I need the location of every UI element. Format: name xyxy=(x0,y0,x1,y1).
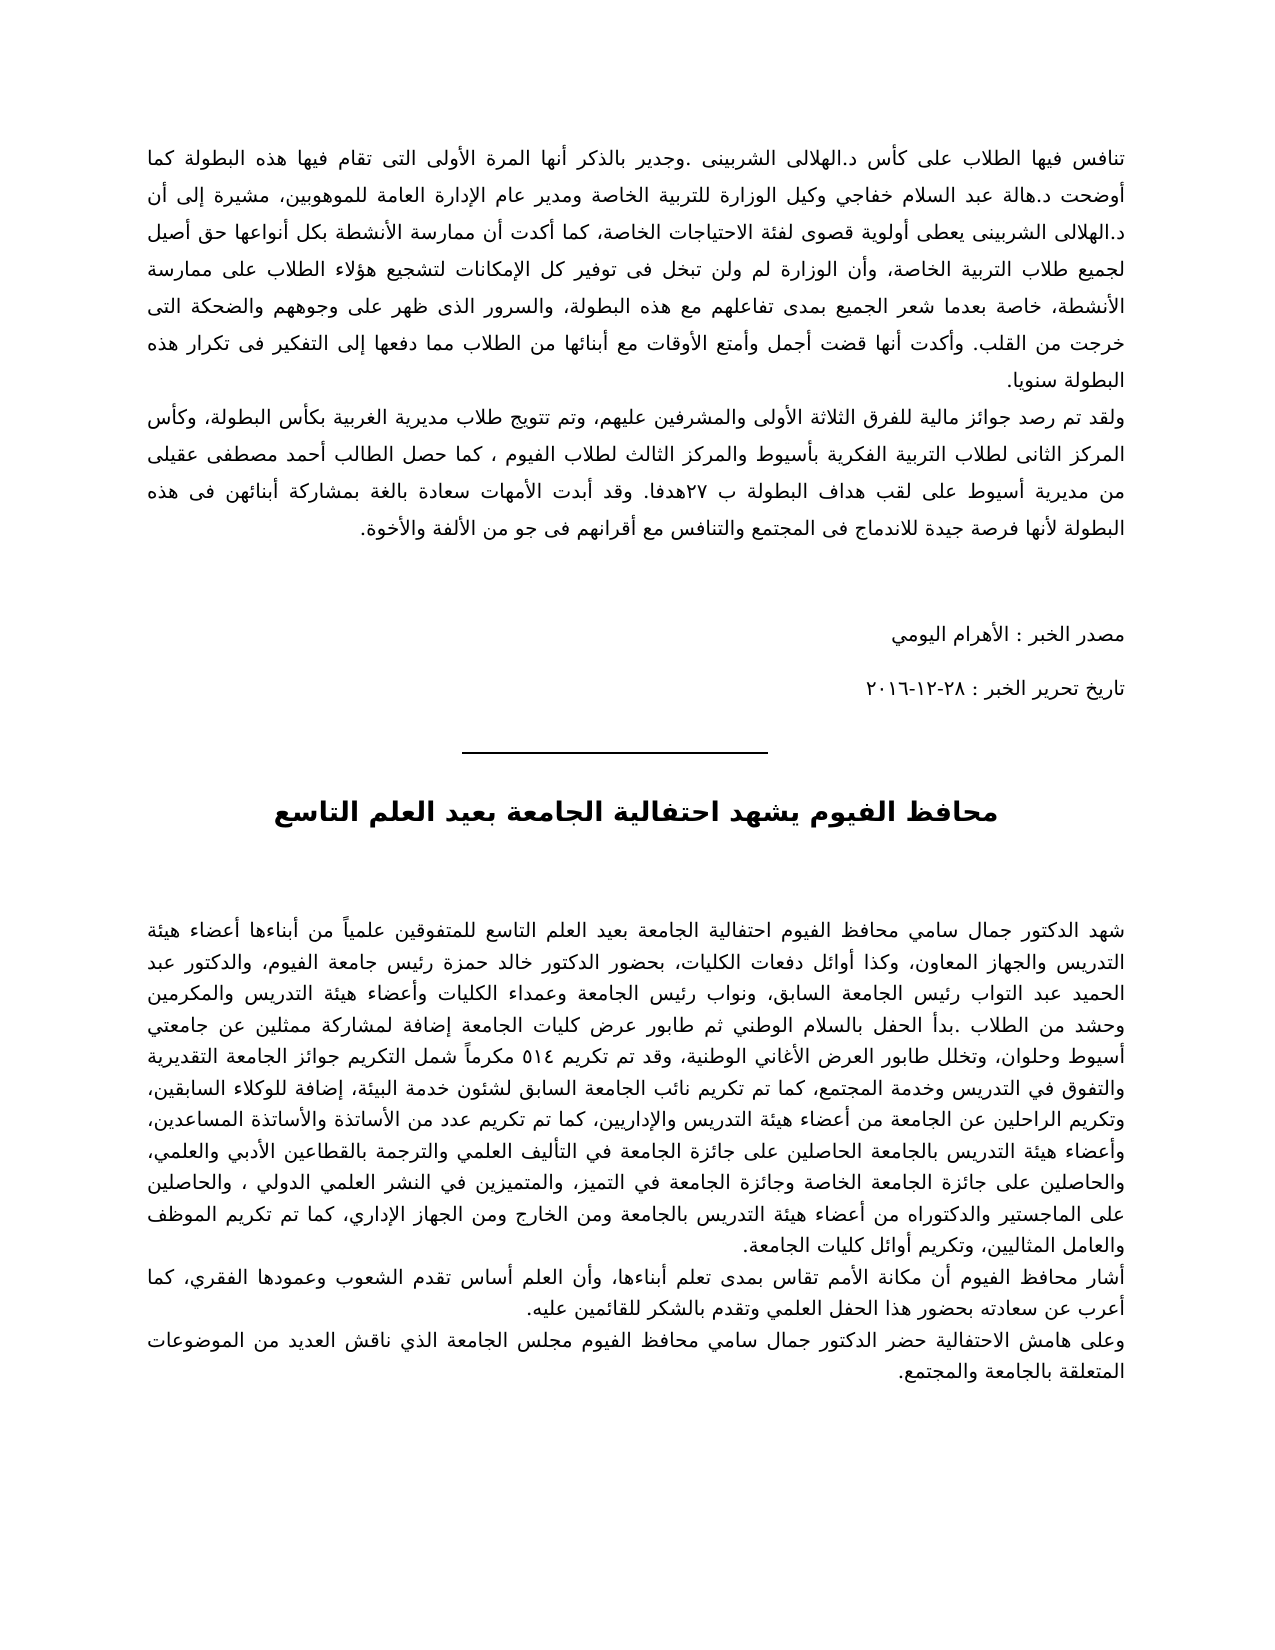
article-paragraph: ولقد تم رصد جوائز مالية للفرق الثلاثة الأولى والمشرفين عليهم، وتم تتويج طلاب مديرية الغربية بكأس البطولة، وكأس المركز الثانى لطلاب التربية الفكرية بأسيوط والمركز الثالث لطلاب الفيوم ، كما حصل الطالب أحمد مصطفى عقيلى من مديرية أسيوط على لقب هداف البطولة ب ٢٧هدفا. وقد أبدت الأمهات سعادة بالغة بمشاركة أبنائهن فى هذه البطولة لأنها فرصة جيدة للاندماج فى المجتمع والتنافس مع أقرانهم فى جو من الألفة والأخوة. xyxy=(147,405,1126,540)
article-paragraph: شهد الدكتور جمال سامي محافظ الفيوم احتفالية الجامعة بعيد العلم التاسع للمتفوقين علمياً من أبناءها أعضاء هيئة التدريس والجهاز المعاون، وكذا أوائل دفعات الكليات، بحضور الدكتور خالد حمزة رئيس جامعة الفيوم، والدكتور عبد الحميد عبد التواب رئيس الجامعة السابق، ونواب رئيس الجامعة وعمداء الكليات وأعضاء هيئة التدريس والمكرمين وحشد من الطلاب .بدأ الحفل بالسلام الوطني ثم طابور عرض كليات الجامعة إضافة لمشاركة ممثلين عن جامعتي أسيوط وحلوان، وتخلل طابور العرض الأغاني الوطنية، وقد تم تكريم ٥١٤ مكرماً شمل التكريم جوائز الجامعة التقديرية والتفوق في التدريس وخدمة المجتمع، كما تم تكريم نائب الجامعة السابق لشئون خدمة البيئة، إضافة للوكلاء السابقين، وتكريم الراحلين عن الجامعة من أعضاء هيئة التدريس والإداريين، كما تم تكريم عدد من الأساتذة والأساتذة المساعدين، وأعضاء هيئة التدريس بالجامعة الحاصلين على جائزة الجامعة في التأليف العلمي والترجمة بالقطاعين الأدبي والعلمي، والحاصلين على جائزة الجامعة الخاصة وجائزة الجامعة في التميز، والمتميزين في النشر العلمي الدولي ، والحاصلين على الماجستير والدكتوراه من أعضاء هيئة التدريس بالجامعة ومن الخارج ومن الجهاز الإداري، كما تم تكريم الموظف والعامل المثاليين، وتكريم أوائل كليات الجامعة. xyxy=(147,918,1126,1257)
article-paragraph: وعلى هامش الاحتفالية حضر الدكتور جمال سامي محافظ الفيوم مجلس الجامعة الذي ناقش العديد من الموضوعات المتعلقة بالجامعة والمجتمع. xyxy=(147,1327,1125,1383)
news-date: تاريخ تحرير الخبر : ٢٨-١٢-٢٠١٦ xyxy=(865,676,1125,700)
article-headline: محافظ الفيوم يشهد احتفالية الجامعة بعيد العلم التاسع xyxy=(273,797,999,828)
article-body xyxy=(147,915,1125,1388)
article-body xyxy=(147,140,1125,547)
article-paragraph: أشار محافظ الفيوم أن مكانة الأمم تقاس بمدى تعلم أبناءها، وأن العلم أساس تقدم الشعوب وعمودها الفقري، كما أعرب عن سعادته بحضور هذا الحفل العلمي وتقدم بالشكر للقائمين عليه. xyxy=(147,1264,1125,1320)
section-divider xyxy=(462,752,768,754)
article-paragraph: تنافس فيها الطلاب على كأس د.الهلالى الشربينى .وجدير بالذكر أنها المرة الأولى التى تقام فيها هذه البطولة كما أوضحت د.هالة عبد السلام خفاجي وكيل الوزارة للتربية الخاصة ومدير عام الإدارة العامة للموهوبين، مشيرة إلى أن د.الهلالى الشربينى يعطى أولوية قصوى لفئة الاحتياجات الخاصة، كما أكدت أن ممارسة الأنشطة بكل أنواعها حق أصيل لجميع طلاب التربية الخاصة، وأن الوزارة لم ولن تبخل فى توفير كل الإمكانات لتشجيع هؤلاء الطلاب على ممارسة الأنشطة، خاصة بعدما شعر الجميع بمدى تفاعلهم مع هذه البطولة، والسرور الذى ظهر على وجوههم والضحكة التى خرجت من القلب. وأكدت أنها قضت أجمل وأمتع الأوقات مع أبنائها من الطلاب مما دفعها إلى التفكير فى تكرار هذه البطولة سنويا. xyxy=(147,146,1125,392)
news-source: مصدر الخبر : الأهرام اليومي xyxy=(891,622,1125,646)
